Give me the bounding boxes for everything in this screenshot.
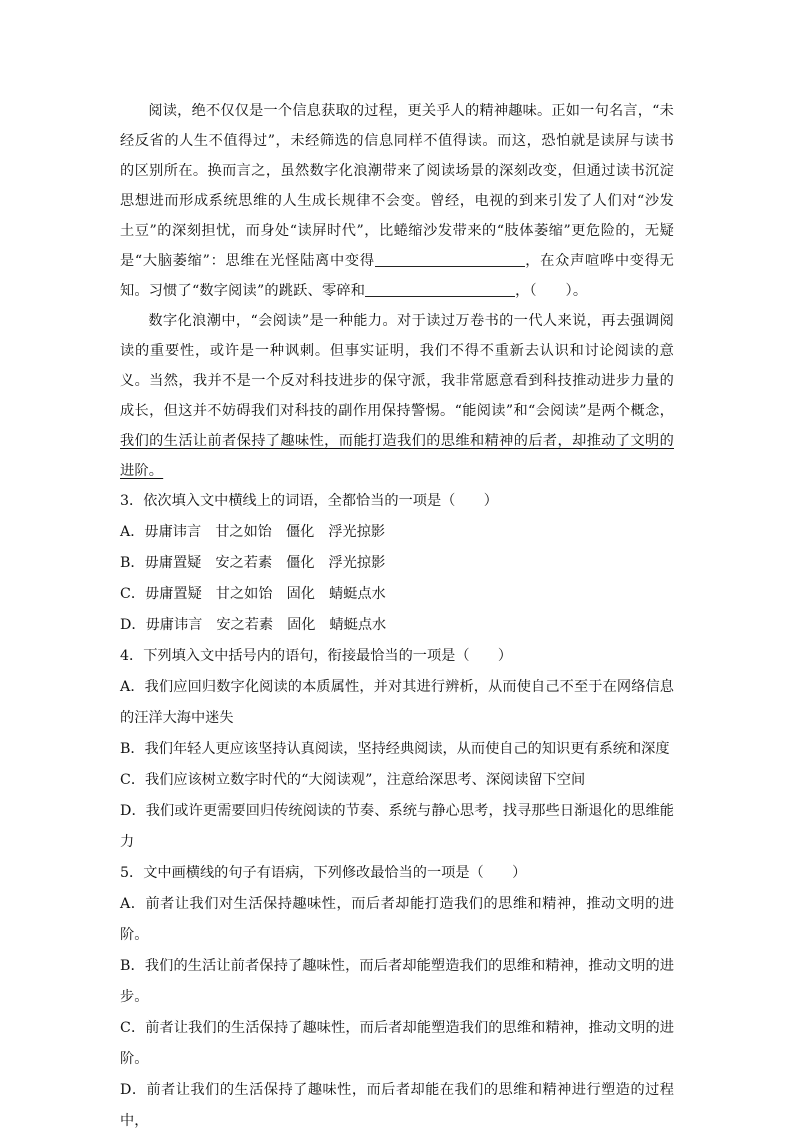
question-3-option-d: D．毋庸讳言 安之若素 固化 蜻蜓点水 [120,617,387,633]
passage-text: ，在众声喧哗中变得无知。习惯了“数字阅读”的跳跃、零碎和 [120,253,674,299]
fill-blank-1 [375,250,525,267]
question-4-option-d: D．我们或许更需要回归传统阅读的节奏、系统与静心思考，找寻那些日渐退化的思维能力 [120,803,674,850]
passage-text: ，（ ）。 [515,283,588,299]
question-5-option-b: B．我们的生活让前者保持了趣味性，而后者却能塑造我们的思维和精神，推动文明的进步。 [120,958,674,1005]
question-3-option-a: A．毋庸讳言 甘之如饴 僵化 浮光掠影 [120,524,386,540]
document-page [120,96,674,1137]
question-3-option-b: B．毋庸置疑 安之若素 僵化 浮光掠影 [120,555,386,571]
fill-blank-2 [365,280,515,297]
passage-paragraph-1 [120,96,674,306]
question-5-option-c: C．前者让我们的生活保持了趣味性，而后者却能塑造我们的思维和精神，推动文明的进阶。 [120,1020,674,1067]
question-4-option-a: A．我们应回归数字化阅读的本质属性，并对其进行辨析，从而使自己不至于在网络信息的汪洋大海中迷失 [120,679,674,726]
passage-text: 阅读，绝不仅仅是一个信息获取的过程，更关乎人的精神趣味。正如一句名言，“未经反省的人生不值得过”，未经筛选的信息同样不值得读。而这，恐怕就是读屏与读书的区别所在。换而言之，虽然数字化浪潮带来了阅读场景的深刻改变，但通过读书沉淀思想进而形成系统思维的人生成长规律不会变。曾经，电视的到来引发了人们对“沙发土豆”的深刻担忧，而身处“读屏时代”，比蜷缩沙发带来的“肢体萎缩”更危险的，无疑是“大脑萎缩”：思维在光怪陆离中变得 [120,103,674,269]
question-4-option-c: C．我们应该树立数字时代的“大阅读观”，注意给深思考、深阅读留下空间 [120,772,586,788]
question-5-option-d: D．前者让我们的生活保持了趣味性，而后者却能在我们的思维和精神进行塑造的过程中， [120,1082,674,1129]
passage-paragraph-2 [120,306,674,486]
question-5-stem: 5．文中画横线的句子有语病，下列修改最恰当的一项是（ ） [120,865,527,881]
passage-text: 数字化浪潮中，“会阅读”是一种能力。对于读过万卷书的一代人来说，再去强调阅读的重要性，或许是一种讽刺。但事实证明，我们不得不重新去认识和讨论阅读的意义。当然，我并不是一个反对科技进步的保守派，我非常愿意看到科技推动进步力量的成长，但这并不妨碍我们对科技的副作用保持警惕。“能阅读”和“会阅读”是两个概念， [120,313,674,419]
question-5-option-a: A．前者让我们对生活保持趣味性，而后者却能打造我们的思维和精神，推动文明的进阶。 [120,896,674,943]
question-3-stem: 3．依次填入文中横线上的词语，全都恰当的一项是（ ） [120,493,498,509]
question-3-option-c: C．毋庸置疑 甘之如饴 固化 蜻蜓点水 [120,586,386,602]
question-4-option-b: B．我们年轻人更应该坚持认真阅读，坚持经典阅读，从而使自己的知识更有系统和深度 [120,741,670,757]
question-4-stem: 4．下列填入文中括号内的语句，衔接最恰当的一项是（ ） [120,648,513,664]
underlined-sentence: 我们的生活让前者保持了趣味性，而能打造我们的思维和精神的后者，却推动了文明的进阶。 [120,433,674,479]
